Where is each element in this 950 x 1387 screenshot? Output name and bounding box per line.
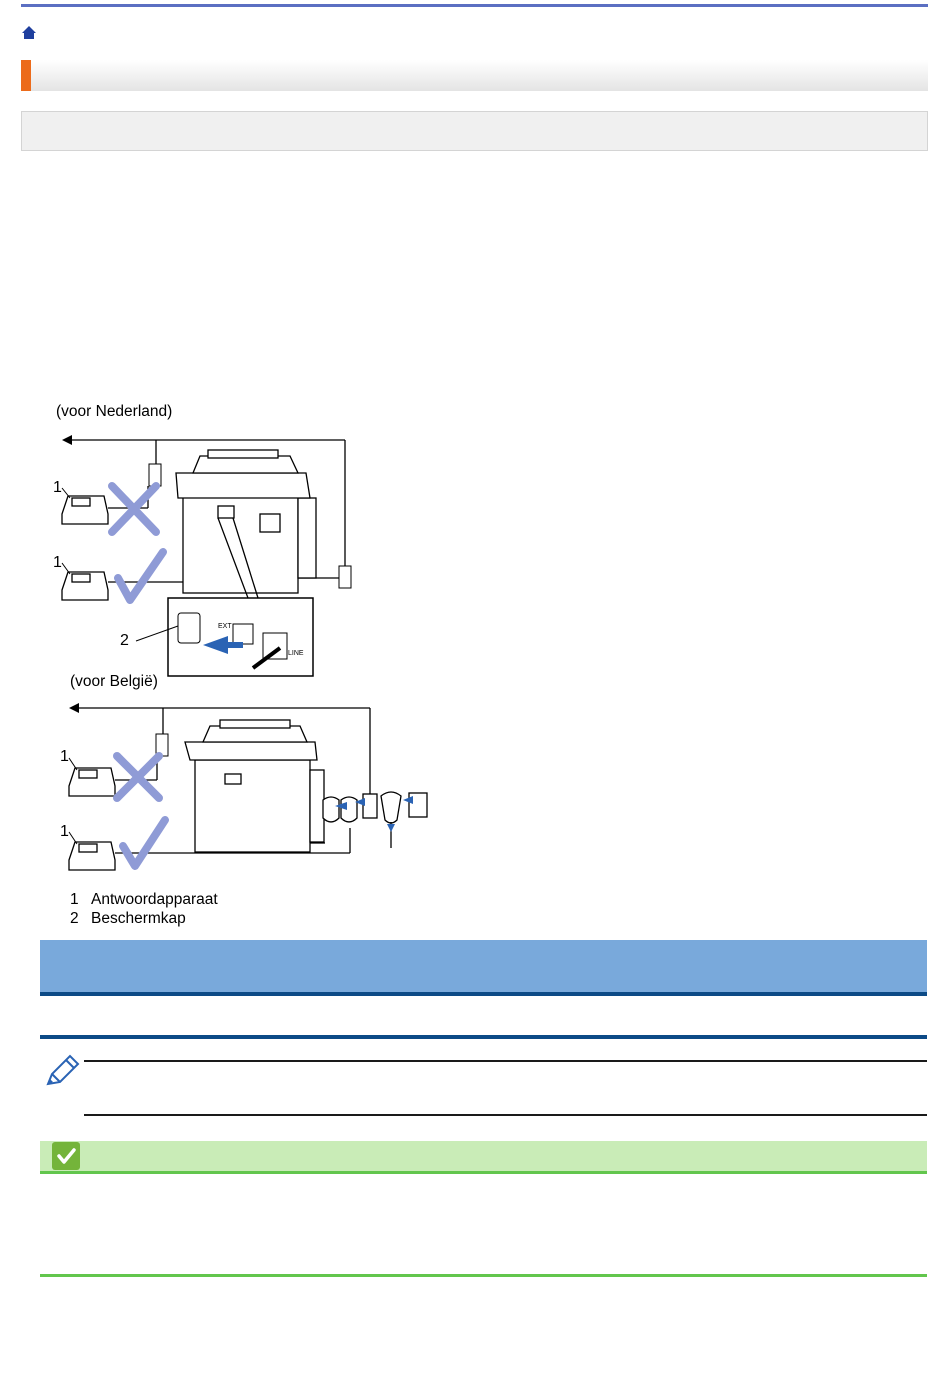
note-bottom-rule — [84, 1114, 927, 1116]
line-port-label: LINE — [288, 650, 304, 657]
legend-text: Antwoordapparaat — [91, 891, 218, 908]
important-section-rule — [40, 1035, 927, 1039]
related-section-rule — [40, 1274, 927, 1277]
callout-1-bottom: 1 — [53, 554, 62, 571]
note-top-rule — [84, 1060, 927, 1062]
nl-connection-diagram — [48, 428, 358, 680]
be-diagram-label: (voor België) — [70, 673, 158, 690]
intro-box — [21, 111, 928, 151]
ext-port-label: EXT — [218, 623, 232, 630]
page-title-bar — [21, 60, 928, 91]
be-callout-1-top: 1 — [60, 748, 69, 765]
nl-diagram-label: (voor Nederland) — [56, 403, 173, 420]
legend-item-1 — [70, 891, 218, 909]
be-connection-diagram — [55, 698, 440, 876]
be-callout-1-bottom: 1 — [60, 823, 69, 840]
title-accent — [21, 60, 31, 91]
legend-item-2 — [70, 910, 186, 928]
callout-2: 2 — [120, 632, 129, 649]
checkmark-icon — [51, 1141, 81, 1171]
legend-num: 1 — [70, 891, 79, 908]
important-section-header — [40, 940, 927, 996]
pencil-note-icon — [44, 1054, 80, 1088]
callout-1-top: 1 — [53, 479, 62, 496]
home-icon[interactable] — [21, 25, 37, 41]
legend-text: Beschermkap — [91, 910, 186, 927]
related-section-header — [40, 1141, 927, 1174]
top-rule — [21, 4, 928, 7]
legend-num: 2 — [70, 910, 79, 927]
